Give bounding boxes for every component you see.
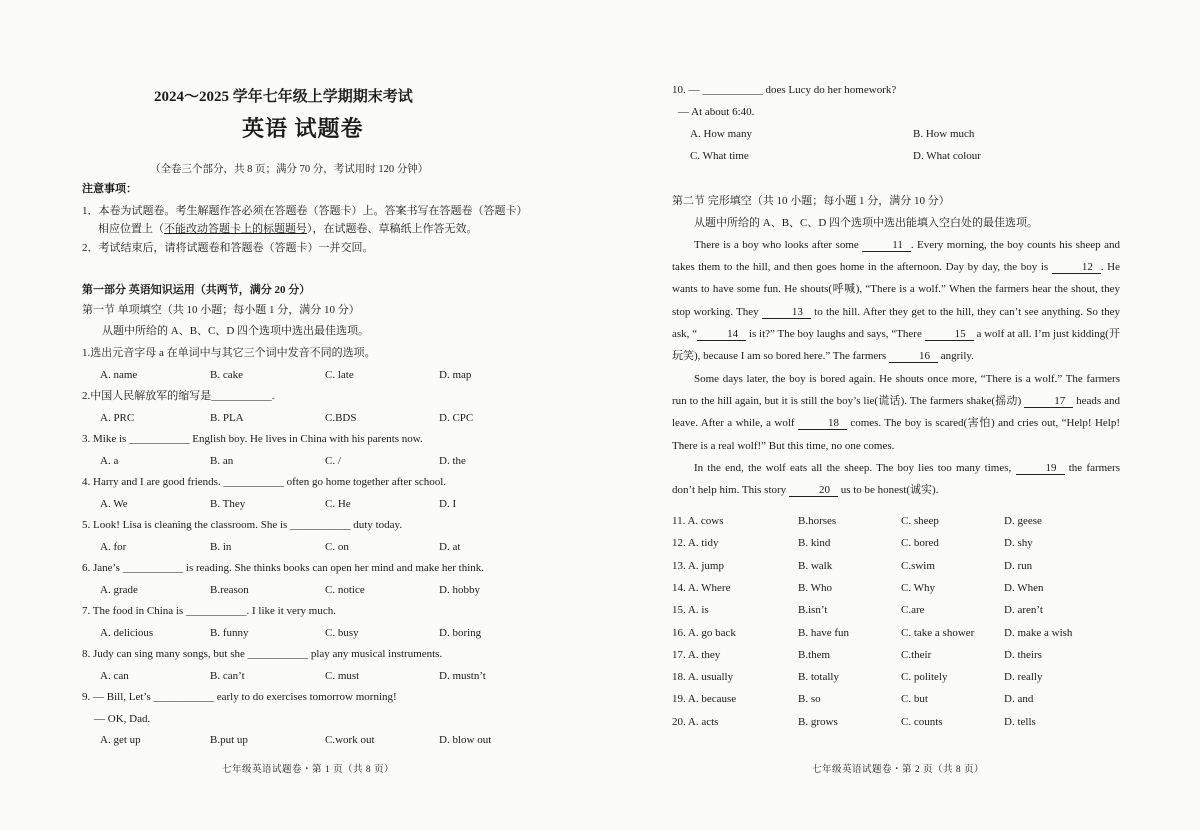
cloze-option-12-d: D. shy [1004, 537, 1033, 550]
q10-option-a: A. How many [690, 128, 753, 140]
cloze-option-17-a: 17. A. they [672, 648, 721, 661]
passage-text: angrily. [937, 350, 974, 363]
cloze-option-11-c: C. sheep [901, 515, 939, 527]
cloze-option-11-a: 11. A. cows [672, 515, 724, 527]
cloze-option-16-a: 16. A. go back [672, 626, 736, 639]
section1-instruction: 从题中所给的 A、B、C、D 四个选项中选出最佳选项。 [102, 325, 370, 337]
option-b: B. cake [210, 368, 243, 381]
cloze-option-18-b: B. totally [798, 671, 839, 684]
option-c: C. on [325, 540, 349, 553]
passage-text: There is a boy who looks after some [694, 239, 863, 251]
cloze-option-19-b: B. so [798, 693, 821, 706]
part1-heading: 第一部分 英语知识运用（共两节，满分 20 分） [82, 284, 311, 296]
cloze-option-12-a: 12. A. tidy [672, 537, 719, 550]
option-d: D. blow out [439, 734, 492, 746]
option-a: A. grade [100, 583, 138, 596]
question-stem: 3. Mike is ___________ English boy. He lives in China with his parents now. [82, 433, 423, 445]
option-c: C. He [325, 497, 351, 510]
cloze-option-14-d: D. When [1004, 581, 1044, 594]
cloze-blank-11: 11 [862, 239, 911, 252]
cloze-option-16-d: D. make a wish [1004, 626, 1073, 639]
cloze-blank-20: 20 [789, 484, 838, 497]
cloze-blank-13: 13 [762, 306, 811, 319]
cloze-blank-18: 18 [798, 417, 847, 430]
passage-text: is it?” The boy laughs and says, “There [746, 327, 925, 340]
q10-option-c: C. What time [690, 150, 749, 162]
cloze-option-17-d: D. theirs [1004, 648, 1042, 661]
question-10-answer: — At about 6:40. [678, 106, 755, 118]
notice-item-1-cont [98, 222, 478, 236]
notice-heading: 注意事项： [82, 183, 137, 195]
option-d: D. at [439, 540, 461, 553]
cloze-blank-16: 16 [889, 350, 938, 363]
cloze-option-15-b: B.isn’t [798, 604, 828, 617]
question-10-stem: 10. — ___________ does Lucy do her homework? [672, 84, 897, 96]
passage-paragraph-1 [672, 234, 1120, 367]
passage-text: Some days later, the boy is bored again. He shouts once more, “There is a wolf.” The farmers run to the hill again, but it is still the boy’s lie(谎话). The farmers shake(摇动) [672, 373, 1120, 408]
option-c: C. / [325, 454, 341, 467]
passage-text: . He wants to have some fun. He shouts(呼喊), “There is a wolf.” When the farmers hear the shout, they stop working. They [672, 261, 1120, 318]
option-d: D. map [439, 368, 472, 381]
question-stem: 2.中国人民解放军的缩写是___________. [82, 390, 275, 402]
passage-text: a wolf at all. I’m just kidding(开玩笑), because I am so bored here.” The farmers [672, 327, 1121, 363]
section2-heading: 第二节 完形填空（共 10 小题；每小题 1 分，满分 10 分） [672, 195, 950, 207]
cloze-option-20-a: 20. A. acts [672, 715, 719, 728]
cloze-option-13-c: C.swim [901, 559, 935, 572]
cloze-option-17-b: B.them [798, 648, 831, 661]
section1-heading: 第一节 单项填空（共 10 小题；每小题 1 分，满分 10 分） [82, 304, 360, 316]
passage-paragraph-2 [672, 368, 1120, 457]
notice-item-1: 1．本卷为试题卷。考生解题作答必须在答题卷（答题卡）上。答案书写在答题卷（答题卡） [82, 205, 528, 217]
notice-text: 相应位置上（ [98, 223, 164, 235]
cloze-option-15-c: C.are [901, 604, 925, 617]
option-a: A. name [100, 368, 138, 381]
question-stem: 7. The food in China is ___________. I like it very much. [82, 605, 336, 617]
cloze-option-18-d: D. really [1004, 671, 1043, 684]
cloze-option-13-b: B. walk [798, 559, 833, 572]
option-a: A. delicious [100, 626, 154, 639]
option-b: B. an [210, 454, 234, 467]
question-stem: 4. Harry and I are good friends. ___________ often go home together after school. [82, 476, 447, 488]
passage-text: to the hill. After they get to the hill, they can’t see anything. So they ask, “ [672, 305, 1121, 340]
cloze-option-19-d: D. and [1004, 693, 1034, 706]
cloze-option-19-a: 19. A. because [672, 693, 737, 706]
cloze-blank-14: 14 [697, 328, 746, 341]
option-d: D. the [439, 454, 466, 467]
option-c: C. late [325, 368, 354, 381]
option-c: C. busy [325, 626, 359, 639]
cloze-option-20-d: D. tells [1004, 715, 1036, 728]
cloze-option-14-a: 14. A. Where [672, 581, 731, 594]
option-d: D. mustn’t [439, 669, 486, 682]
notice-text: ），在试题卷、草稿纸上作答无效。 [307, 223, 478, 235]
option-a: A. can [100, 669, 129, 682]
passage-text: heads and leave. After a while, a wolf [672, 395, 1120, 430]
subject-title: 英语 试题卷 [242, 116, 364, 141]
passage-paragraph-3 [672, 457, 1120, 501]
cloze-blank-17: 17 [1024, 395, 1073, 408]
option-d: D. hobby [439, 583, 480, 596]
cloze-option-12-c: C. bored [901, 537, 939, 550]
cloze-option-12-b: B. kind [798, 537, 831, 550]
cloze-option-20-b: B. grows [798, 715, 838, 728]
option-b: B. PLA [210, 411, 244, 424]
passage-text: In the end, the wolf eats all the sheep. The boy lies too many times, [694, 462, 1016, 474]
question-stem-reply: — OK, Dad. [94, 712, 151, 725]
option-a: A. get up [100, 734, 141, 746]
cloze-option-11-b: B.horses [798, 515, 837, 527]
passage-text: comes. The boy is scared(害怕) and cries out, “Help! Help! There is a real wolf!” But this time, no one comes. [672, 417, 1121, 452]
q10-option-b: B. How much [913, 128, 975, 140]
option-c: C. must [325, 669, 360, 682]
page-footer-right: 七年级英语试题卷・第 2 页（共 8 页） [812, 765, 985, 775]
cloze-option-16-c: C. take a shower [901, 626, 975, 639]
option-a: A. We [100, 497, 128, 510]
cloze-option-16-b: B. have fun [798, 626, 850, 639]
cloze-option-18-c: C. politely [901, 671, 948, 684]
cloze-blank-15: 15 [925, 328, 974, 341]
cloze-option-13-d: D. run [1004, 559, 1033, 572]
notice-item-2: 2．考试结束后，请将试题卷和答题卷（答题卡）一并交回。 [82, 242, 374, 254]
passage-text: us to be honest(诚实). [837, 484, 939, 497]
cloze-option-14-b: B. Who [798, 581, 833, 594]
option-d: D. CPC [439, 411, 474, 424]
cloze-option-13-a: 13. A. jump [672, 559, 724, 572]
option-b: B.put up [210, 734, 248, 746]
cloze-blank-19: 19 [1016, 462, 1065, 475]
option-b: B. They [210, 497, 246, 510]
option-d: D. boring [439, 626, 482, 639]
cloze-option-14-c: C. Why [901, 581, 936, 594]
cloze-option-17-c: C.their [901, 648, 932, 661]
cloze-option-18-a: 18. A. usually [672, 671, 734, 684]
cloze-option-19-c: C. but [901, 693, 928, 706]
option-a: A. PRC [100, 411, 135, 424]
option-b: B. in [210, 540, 232, 553]
passage-text: . Every morning, the boy counts his sheep and takes them to the hill, and then goes home in the afternoon. Day by day, the boy is [672, 239, 1121, 274]
option-a: A. a [100, 454, 119, 467]
notice-underlined: 不能改动答题卡上的标题题号 [164, 223, 307, 235]
question-stem: 5. Look! Lisa is cleaning the classroom. She is ___________ duty today. [82, 519, 403, 531]
question-stem: 6. Jane’s ___________ is reading. She thinks books can open her mind and make her think. [82, 562, 485, 574]
page-footer-left: 七年级英语试题卷・第 1 页（共 8 页） [222, 765, 395, 775]
question-stem: 8. Judy can sing many songs, but she ___________ play any musical instruments. [82, 648, 443, 660]
cloze-option-11-d: D. geese [1004, 515, 1042, 527]
exam-title: 2024～2025 学年七年级上学期期末考试 [154, 89, 413, 105]
cloze-option-15-a: 15. A. is [672, 604, 709, 617]
option-c: C.work out [325, 734, 375, 746]
section2-instruction: 从题中所给的 A、B、C、D 四个选项中选出能填入空白处的最佳选项。 [694, 217, 1039, 229]
option-c: C.BDS [325, 411, 357, 424]
cloze-option-15-d: D. aren’t [1004, 604, 1043, 617]
cloze-option-20-c: C. counts [901, 715, 943, 728]
cloze-blank-12: 12 [1052, 261, 1101, 274]
option-b: B.reason [210, 583, 249, 596]
option-b: B. can’t [210, 669, 245, 682]
option-d: D. I [439, 497, 457, 510]
question-stem: 1.选出元音字母 a 在单词中与其它三个词中发音不同的选项。 [82, 347, 376, 359]
option-b: B. funny [210, 626, 249, 639]
q10-option-d: D. What colour [913, 150, 981, 162]
question-stem: 9. — Bill, Let’s ___________ early to do exercises tomorrow morning! [82, 691, 397, 703]
option-a: A. for [100, 540, 127, 553]
exam-info: （全卷三个部分，共 8 页；满分 70 分，考试用时 120 分钟） [150, 164, 429, 175]
passage-text: the farmers don’t help him. This story [672, 462, 1121, 497]
option-c: C. notice [325, 583, 365, 596]
